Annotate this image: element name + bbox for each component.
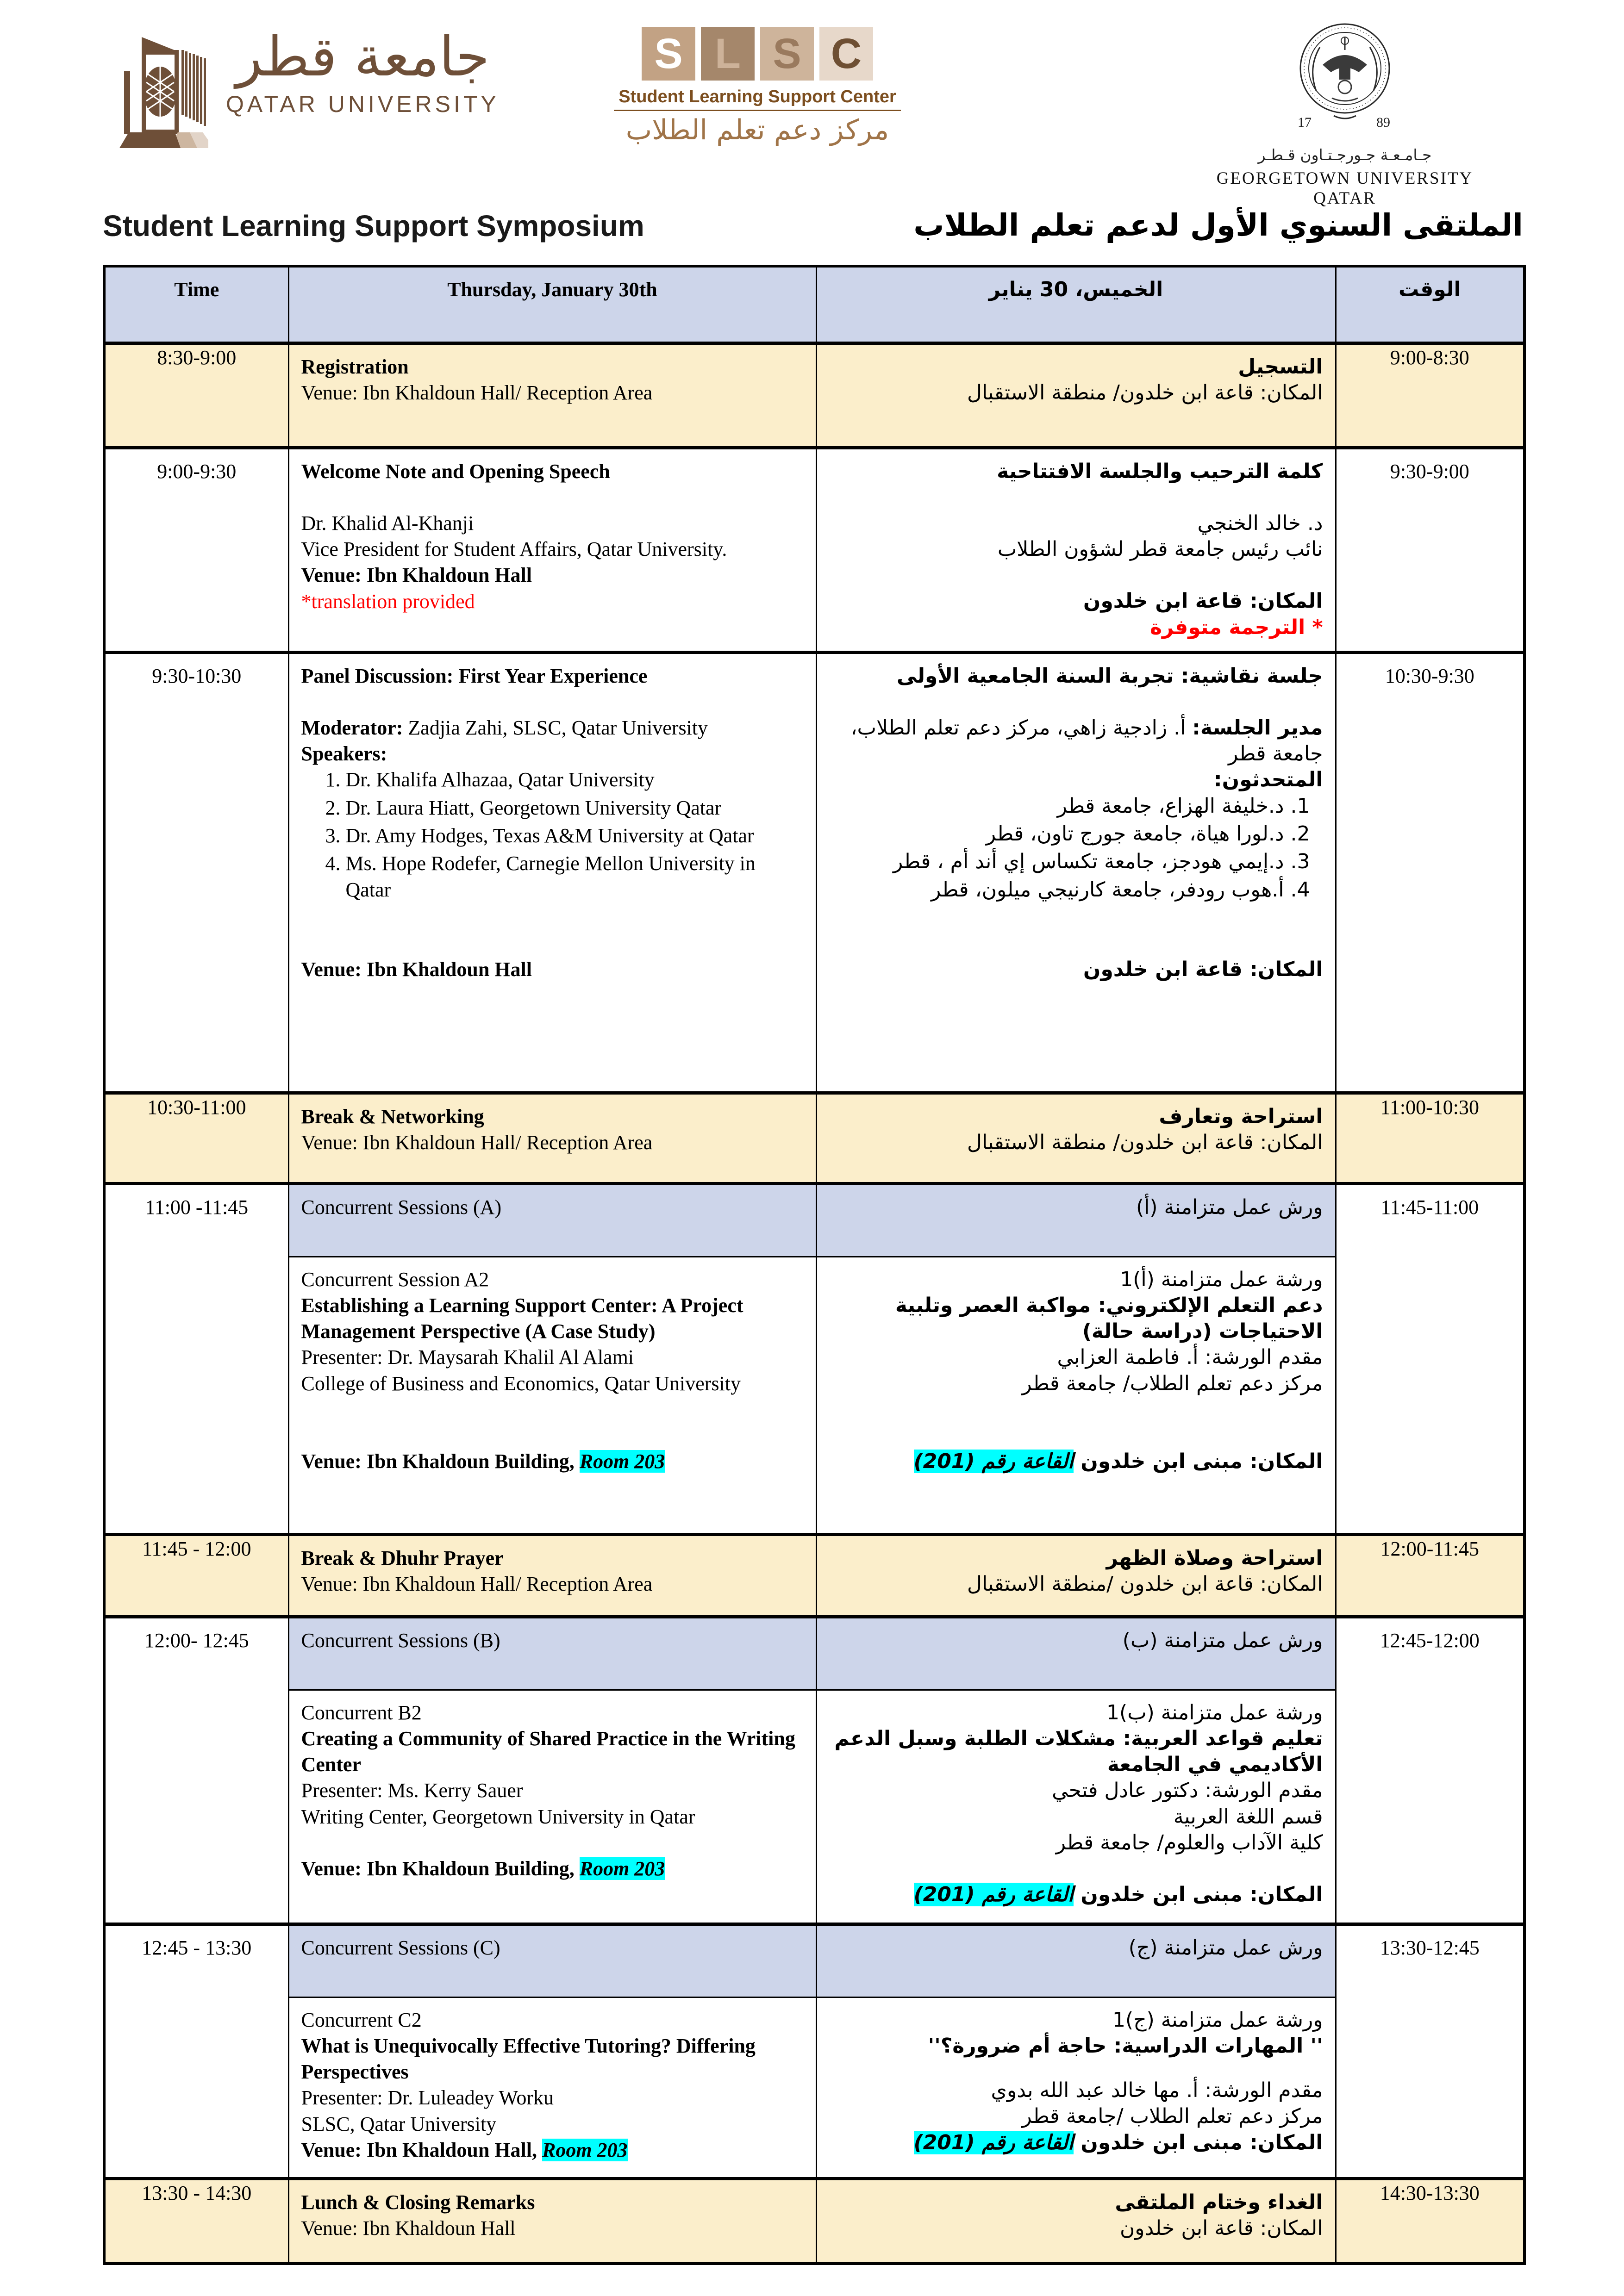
gu-english-name: GEORGETOWN UNIVERSITY QATAR: [1216, 169, 1474, 208]
sessions-band-ar: ورش عمل متزامنة (ب): [816, 1617, 1336, 1690]
time-cell-ar: 9:30-9:00: [1336, 448, 1524, 652]
room-highlight: Room 203: [579, 1450, 665, 1473]
time-cell-ar: 11:00-10:30: [1336, 1093, 1524, 1183]
time-cell-ar: 10:30-9:30: [1336, 652, 1524, 1093]
session-code-ar: ورشة عمل متزامنة (أ)1: [1120, 1267, 1323, 1291]
speakers-list: [301, 767, 804, 903]
spacer: [301, 905, 804, 957]
session-affiliation: College of Business and Economics, Qatar University: [301, 1372, 741, 1395]
speaker-name-ar: د. خالد الخنجي: [1197, 511, 1323, 535]
session-affiliation-ar: مركز دعم تعلم الطلاب /جامعة قطر: [1022, 2104, 1323, 2128]
sessions-band-en: Concurrent Sessions (A): [288, 1183, 816, 1257]
speaker-item: 2. Dr. Laura Hiatt, Georgetown University Qatar: [346, 795, 804, 821]
event-venue: Venue: Ibn Khaldoun Hall: [301, 2216, 516, 2240]
event-venue: Venue: Ibn Khaldoun Hall: [301, 958, 532, 981]
slsc-letter-tile: L: [701, 27, 755, 81]
event-cell-en: [288, 652, 816, 1093]
event-title-ar: كلمة الترحيب والجلسة الافتتاحية: [997, 459, 1323, 483]
event-venue-ar: المكان: قاعة ابن خلدون/ منطقة الاستقبال: [967, 380, 1323, 404]
speaker-role-ar: نائب رئيس جامعة قطر لشؤون الطلاب: [997, 537, 1323, 561]
room-highlight: القاعة رقم (201): [913, 1883, 1074, 1907]
table-row-lunch: [104, 2178, 1524, 2264]
session-affiliation: Writing Center, Georgetown University in Qatar: [301, 1805, 695, 1828]
spacer: [301, 485, 804, 510]
event-cell-en: [288, 448, 816, 652]
sessions-band-en: Concurrent Sessions (C): [288, 1924, 816, 1997]
qu-logo-text: [226, 27, 500, 118]
session-presenter: Presenter: Ms. Kerry Sauer: [301, 1779, 523, 1802]
session-code-ar: ورشة عمل متزامنة (ب)1: [1106, 1700, 1323, 1724]
time-cell: 12:00- 12:45: [104, 1617, 288, 1924]
event-cell-ar: [816, 1093, 1336, 1183]
time-cell-ar: 9:00-8:30: [1336, 343, 1524, 448]
slsc-tiles-icon: [609, 27, 906, 81]
spacer: [829, 2059, 1323, 2078]
time-cell: 9:30-10:30: [104, 652, 288, 1093]
room-highlight: القاعة رقم (201): [913, 1450, 1074, 1474]
session-title-ar: دعم التعلم الإلكتروني: مواكبة العصر وتلبية الاحتياجات (دراسة حالة): [895, 1293, 1323, 1344]
time-cell: 12:45 - 13:30: [104, 1924, 288, 2178]
event-venue: Venue: Ibn Khaldoun Hall: [301, 564, 532, 587]
session-presenter-ar: مقدم الورشة: أ. مها خالد عبد الله بدوي: [991, 2078, 1323, 2103]
col-header-time-ar: الوقت: [1336, 266, 1524, 343]
session-code: Concurrent Session A2: [301, 1268, 489, 1291]
table-row-panel: [104, 652, 1524, 1093]
spacer: [301, 1397, 804, 1449]
slsc-center-name: Student Learning Support Center: [618, 87, 896, 106]
room-highlight: القاعة رقم (201): [913, 2130, 1074, 2154]
gu-arabic-name: جـامـعـة جـورجـتـاون قـطـر: [1258, 146, 1432, 164]
gu-seal-icon: [1289, 115, 1400, 135]
time-cell-ar: 12:00-11:45: [1336, 1534, 1524, 1617]
event-venue-ar: المكان: قاعة ابن خلدون: [1083, 958, 1323, 981]
spacer: [829, 905, 1323, 957]
session-venue-ar: المكان: مبنى ابن خلدون القاعة رقم (201): [913, 2130, 1323, 2154]
col-header-day-en: Thursday, January 30th: [288, 266, 816, 343]
moderator-line-ar: مدير الجلسة: أ. زادجية زاهي، مركز دعم تعلم الطلاب، جامعة قطر: [850, 716, 1323, 766]
event-cell-en: [288, 343, 816, 448]
session-cell-en: [288, 1257, 816, 1534]
table-row-sessions-a-band: [104, 1183, 1524, 1257]
event-cell-ar: [816, 343, 1336, 448]
time-cell: 9:00-9:30: [104, 448, 288, 652]
speaker-item: 3. د.إيمي هودجز، جامعة تكساس إي أند أم ، قطر: [829, 849, 1284, 875]
table-row-welcome: [104, 448, 1524, 652]
schedule-table: [103, 265, 1526, 2265]
session-title-ar: تعليم قواعد العربية: مشكلات الطلبة وسبل الدعم الأكاديمي في الجامعة: [834, 1726, 1323, 1777]
table-row-sessions-c-details: [104, 1997, 1524, 2178]
spacer: [829, 1397, 1323, 1449]
table-row-break-networking: [104, 1093, 1524, 1183]
qatar-university-logo: [116, 27, 500, 159]
event-title: Welcome Note and Opening Speech: [301, 460, 610, 483]
session-title-ar: '' المهارات الدراسية: حاجة أم ضرورة؟'': [928, 2034, 1323, 2058]
speakers-list-ar: [829, 793, 1323, 903]
event-cell-en: [288, 1534, 816, 1617]
event-title-ar: استراحة وتعارف: [1159, 1104, 1323, 1128]
session-venue: Venue: Ibn Khaldoun Hall, Room 203: [301, 2139, 628, 2162]
sessions-band-en: Concurrent Sessions (B): [288, 1617, 816, 1690]
spacer: [829, 1856, 1323, 1882]
event-title: Panel Discussion: First Year Experience: [301, 664, 648, 687]
session-title: Establishing a Learning Support Center: A Project Management Perspective (A Case Study): [301, 1294, 743, 1343]
spacer: [829, 485, 1323, 510]
speaker-item: 4. أ.هوب رودفر، جامعة كارنيجي ميلون، قطر: [829, 877, 1284, 903]
time-cell-ar: 13:30-12:45: [1336, 1924, 1524, 2178]
event-title-ar: الغداء وختام الملتقى: [1115, 2190, 1323, 2214]
translation-note: *translation provided: [301, 590, 475, 613]
session-presenter-ar: مقدم الورشة: أ. فاطمة العزابي: [1057, 1345, 1323, 1369]
time-cell: 10:30-11:00: [104, 1093, 288, 1183]
session-venue: Venue: Ibn Khaldoun Building, Room 203: [301, 1450, 665, 1473]
event-venue: Venue: Ibn Khaldoun Hall/ Reception Area: [301, 1572, 653, 1595]
time-cell: 11:45 - 12:00: [104, 1534, 288, 1617]
room-highlight: Room 203: [579, 1857, 665, 1880]
session-presenter: Presenter: Dr. Maysarah Khalil Al Alami: [301, 1346, 634, 1369]
session-code: Concurrent B2: [301, 1701, 422, 1724]
speaker-item: 2. د.لورا هياة، جامعة جورج تاون، قطر: [829, 821, 1284, 847]
table-row-sessions-b-details: [104, 1690, 1524, 1924]
event-venue-ar: المكان: قاعة ابن خلدون: [1083, 589, 1323, 613]
event-cell-ar: [816, 2178, 1336, 2264]
speaker-item: 4. Ms. Hope Rodefer, Carnegie Mellon University in Qatar: [346, 851, 804, 903]
spacer: [829, 562, 1323, 588]
session-cell-ar: [816, 1997, 1336, 2178]
speaker-name: Dr. Khalid Al-Khanji: [301, 511, 474, 535]
event-venue-ar: المكان: قاعة ابن خلدون /منطقة الاستقبال: [967, 1572, 1323, 1596]
slsc-arabic-name: مركز دعم تعلم الطلاب: [625, 114, 889, 146]
qu-english-name: QATAR UNIVERSITY: [226, 91, 500, 117]
session-title: What is Unequivocally Effective Tutoring? Differing Perspectives: [301, 2034, 756, 2084]
session-code: Concurrent C2: [301, 2008, 422, 2031]
session-code-ar: ورشة عمل متزامنة (ج)1: [1112, 2008, 1323, 2032]
slsc-divider: [614, 110, 901, 111]
session-affiliation: SLSC, Qatar University: [301, 2112, 497, 2135]
session-affiliation-ar: مركز دعم تعلم الطلاب/ جامعة قطر: [1022, 1371, 1323, 1395]
event-title-ar: استراحة وصلاة الظهر: [1106, 1546, 1323, 1570]
room-highlight: Room 203: [542, 2139, 628, 2162]
event-title: Registration: [301, 355, 409, 378]
qu-monument-icon: [116, 27, 208, 159]
event-title: Lunch & Closing Remarks: [301, 2190, 535, 2214]
speaker-item: 1. د.خليفة الهزاع، جامعة قطر: [829, 793, 1284, 819]
col-header-time: Time: [104, 266, 288, 343]
sessions-band-ar: ورش عمل متزامنة (أ): [816, 1183, 1336, 1257]
table-row-break-dhuhr: [104, 1534, 1524, 1617]
event-venue: Venue: Ibn Khaldoun Hall/ Reception Area: [301, 381, 653, 404]
gu-year-left: 17: [1298, 115, 1312, 130]
slsc-letter-tile: S: [642, 27, 695, 81]
session-venue: Venue: Ibn Khaldoun Building, Room 203: [301, 1857, 665, 1880]
speakers-label-ar: المتحدثون:: [1214, 768, 1323, 792]
slsc-logo: [609, 27, 906, 146]
moderator-line: Moderator: Zadjia Zahi, SLSC, Qatar University: [301, 716, 708, 739]
event-venue-ar: المكان: قاعة ابن خلدون/ منطقة الاستقبال: [967, 1130, 1323, 1154]
session-dept-ar: قسم اللغة العربية: [1173, 1804, 1323, 1829]
session-cell-ar: [816, 1257, 1336, 1534]
session-affiliation-ar: كلية الآداب والعلوم/ جامعة قطر: [1056, 1831, 1323, 1855]
time-cell-ar: 12:45-12:00: [1336, 1617, 1524, 1924]
session-venue-ar: المكان: مبنى ابن خلدون القاعة رقم (201): [913, 1883, 1323, 1907]
event-cell-ar: [816, 448, 1336, 652]
table-row-registration: [104, 343, 1524, 448]
session-cell-en: [288, 1997, 816, 2178]
session-cell-ar: [816, 1690, 1336, 1924]
col-header-day-ar: الخميس، 30 يناير: [816, 266, 1336, 343]
event-title: Break & Networking: [301, 1105, 484, 1128]
session-presenter: Presenter: Dr. Luleadey Worku: [301, 2086, 554, 2109]
speakers-label: Speakers:: [301, 742, 387, 765]
table-row-sessions-c-band: [104, 1924, 1524, 1997]
time-cell: 11:00 -11:45: [104, 1183, 288, 1534]
georgetown-logo: [1204, 17, 1486, 208]
speaker-item: 3. Dr. Amy Hodges, Texas A&M University at Qatar: [346, 823, 804, 849]
table-header-row: [104, 266, 1524, 343]
speaker-item: 1. Dr. Khalifa Alhazaa, Qatar University: [346, 767, 804, 793]
event-cell-ar: [816, 1534, 1336, 1617]
speaker-role: Vice President for Student Affairs, Qatar University.: [301, 538, 727, 561]
event-title-ar: التسجيل: [1238, 355, 1323, 379]
page-title-row: [103, 207, 1523, 243]
spacer: [829, 689, 1323, 715]
session-venue-ar: المكان: مبنى ابن خلدون القاعة رقم (201): [913, 1450, 1323, 1474]
event-cell-ar: [816, 652, 1336, 1093]
event-title: Break & Dhuhr Prayer: [301, 1546, 504, 1569]
session-presenter-ar: مقدم الورشة: دكتور عادل فتحي: [1052, 1779, 1323, 1803]
table-row-sessions-b-band: [104, 1617, 1524, 1690]
spacer: [301, 1830, 804, 1856]
translation-note-ar: * الترجمة متوفرة: [1150, 615, 1323, 639]
sessions-band-ar: ورش عمل متزامنة (ج): [816, 1924, 1336, 1997]
session-cell-en: [288, 1690, 816, 1924]
event-venue: Venue: Ibn Khaldoun Hall/ Reception Area: [301, 1131, 653, 1154]
time-cell-ar: 14:30-13:30: [1336, 2178, 1524, 2264]
event-cell-en: [288, 2178, 816, 2264]
table-row-sessions-a-details: [104, 1257, 1524, 1534]
slsc-letter-tile: C: [819, 27, 873, 81]
session-title: Creating a Community of Shared Practice in the Writing Center: [301, 1727, 795, 1776]
event-title-ar: جلسة نقاشية: تجربة السنة الجامعية الأولى: [896, 664, 1323, 688]
time-cell-ar: 11:45-11:00: [1336, 1183, 1524, 1534]
slsc-letter-tile: S: [760, 27, 814, 81]
page-title-arabic: الملتقى السنوي الأول لدعم تعلم الطلاب: [913, 207, 1523, 243]
spacer: [301, 689, 804, 715]
event-venue-ar: المكان: قاعة ابن خلدون: [1119, 2216, 1323, 2240]
page-title-english: Student Learning Support Symposium: [103, 209, 644, 243]
event-cell-en: [288, 1093, 816, 1183]
qu-arabic-name: جامعة قطر: [236, 25, 490, 88]
gu-year-right: 89: [1376, 115, 1390, 130]
time-cell: 8:30-9:00: [104, 343, 288, 448]
time-cell: 13:30 - 14:30: [104, 2178, 288, 2264]
